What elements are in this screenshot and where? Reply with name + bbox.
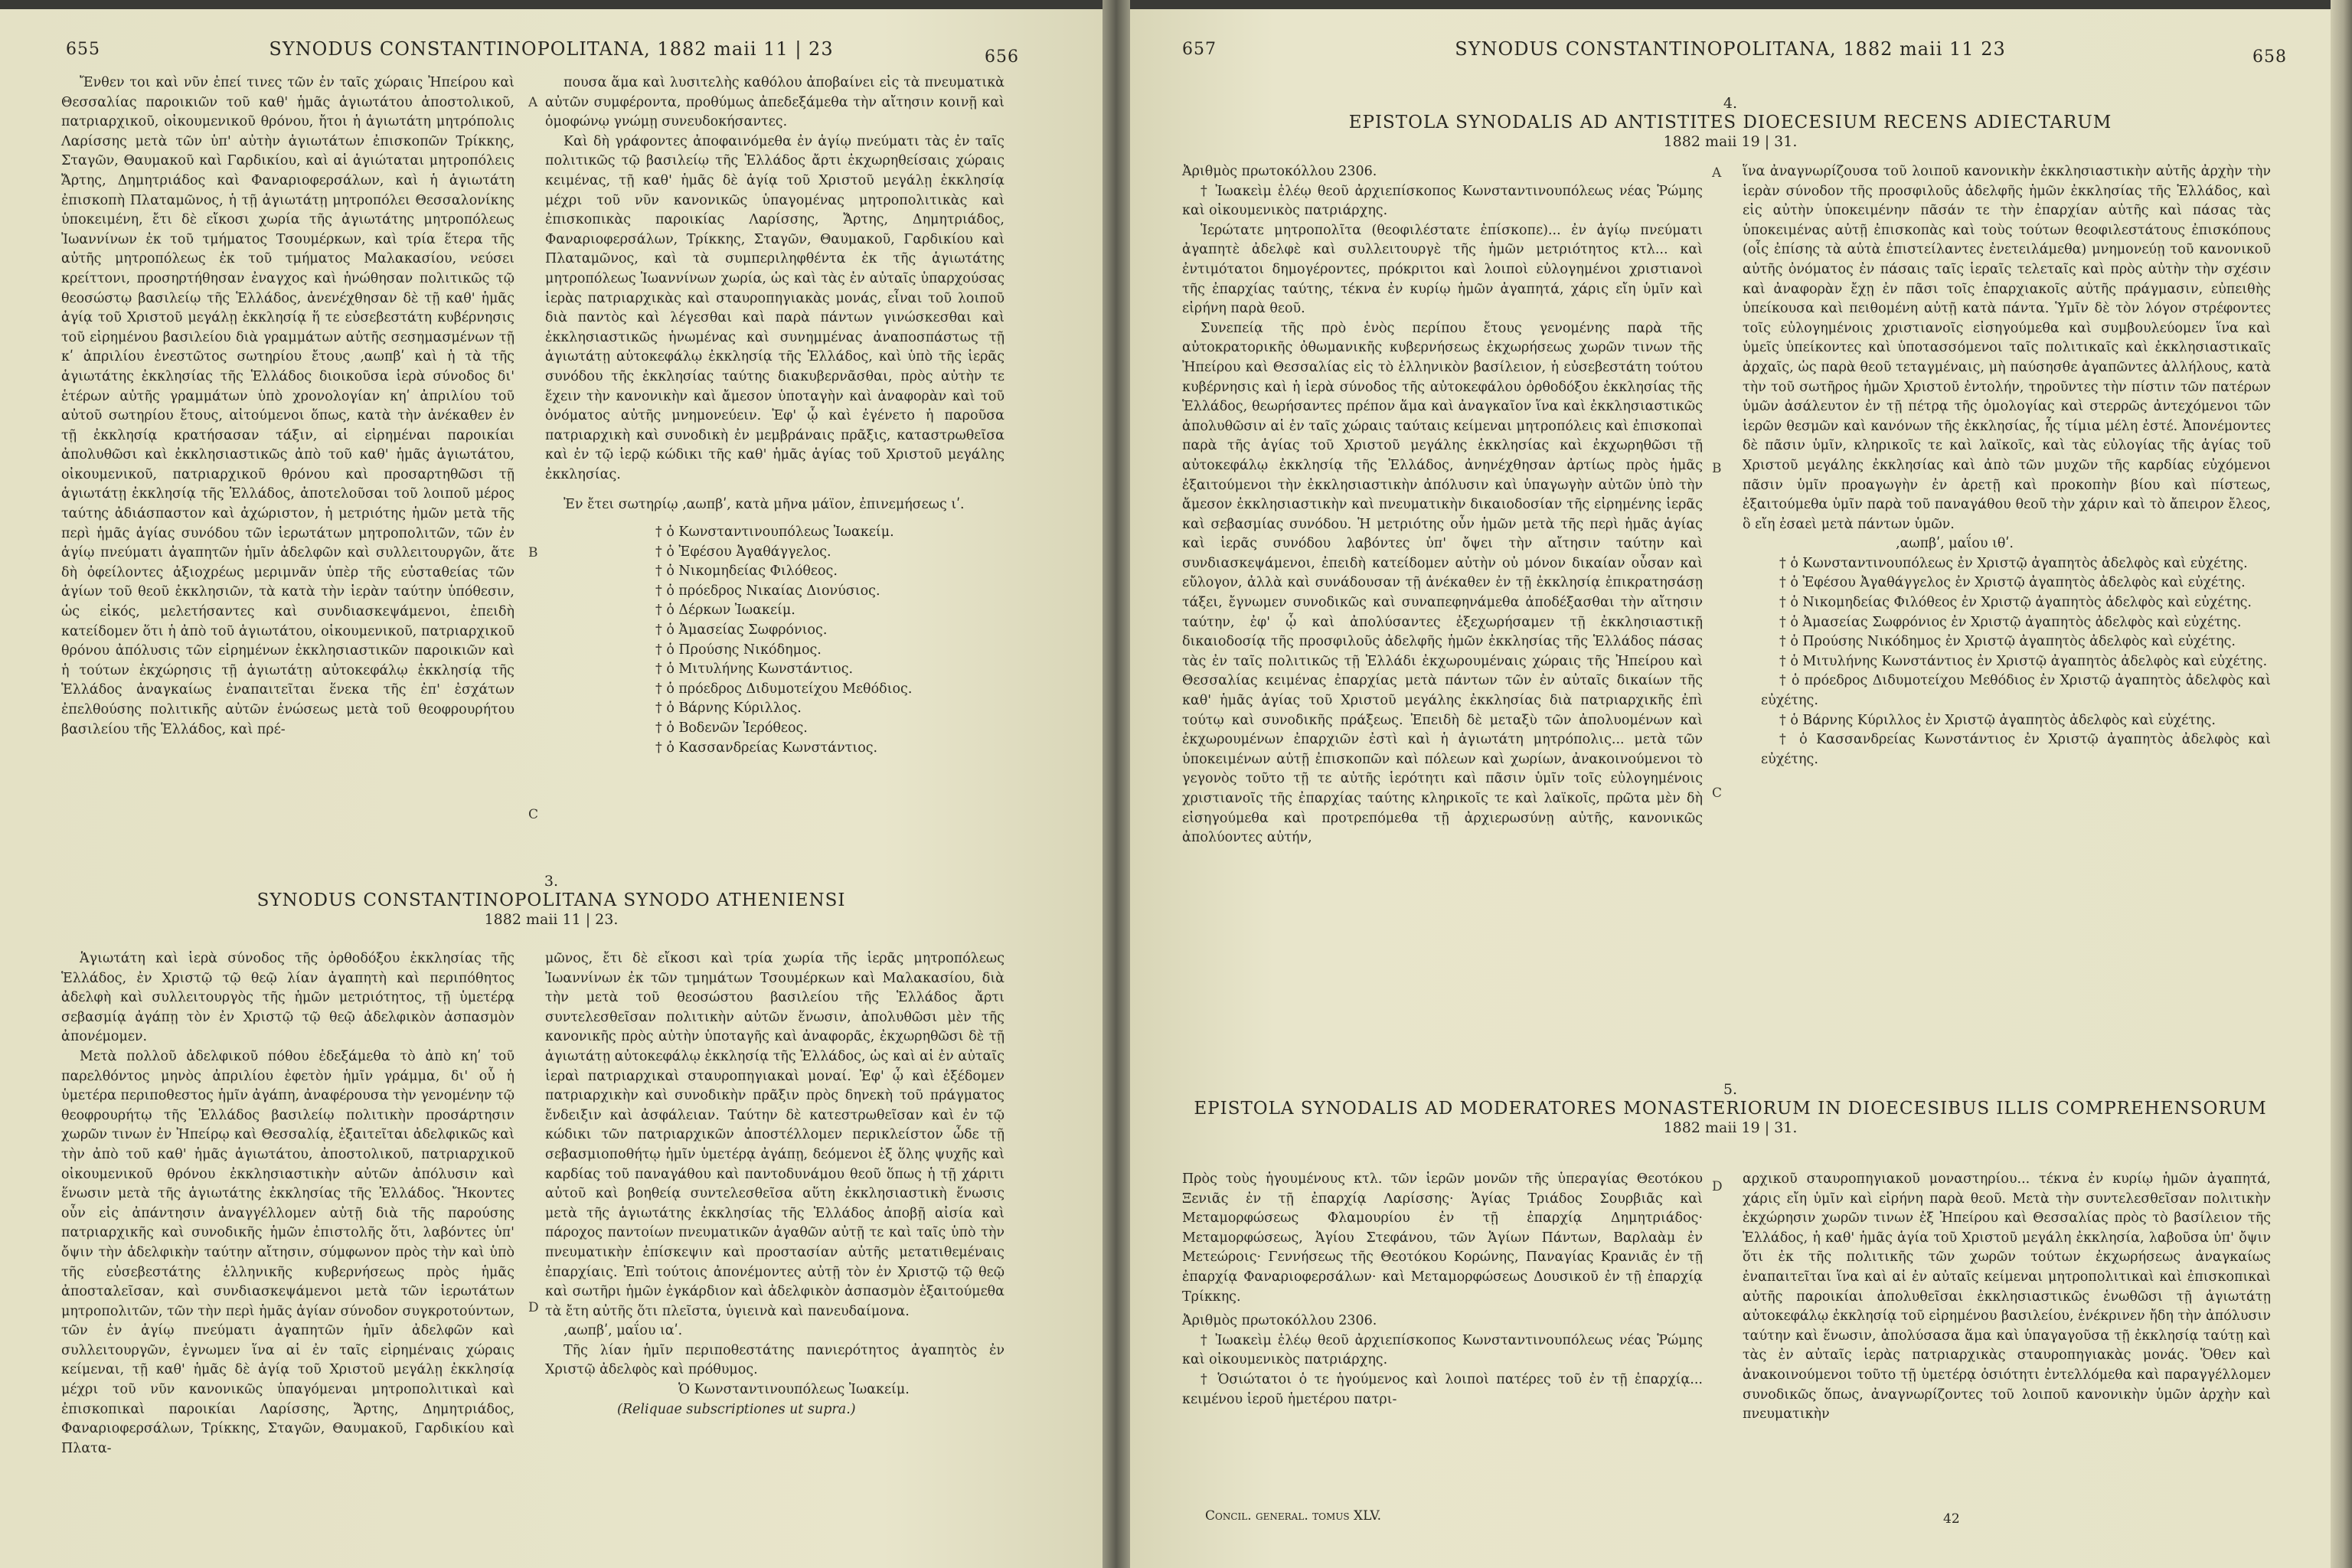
- paragraph: Ἱερώτατε μητροπολῖτα (θεοφιλέστατε ἐπίσκοπε)... ἐν ἁγίῳ πνεύματι ἀγαπητὲ ἀδελφὲ καὶ συλλειτουργὲ τῆς ἡμῶν μετριότητος κτλ... καὶ ἐντιμότατοι δημογέροντες, πρόκριτοι καὶ λοιποὶ εὐλογημένοι χριστιανοὶ τῆς ἐπαρχίας ταύτης, τέκνα ἐν κυρίῳ ἡμῶν ἀγαπητά, χάρις εἴη ὑμῖν καὶ εἰρήνη παρὰ θεοῦ.: [1182, 222, 1703, 317]
- margin-letter: D: [1712, 1179, 1723, 1194]
- text-column: [545, 949, 1004, 1419]
- text-column: [1182, 162, 1703, 848]
- signature: † ὁ Ἐφέσου Ἀγαθάγγελος ἐν Χριστῷ ἀγαπητὸς ἀδελφὸς καὶ εὐχέτης.: [1779, 575, 2246, 591]
- margin-letter: D: [528, 1300, 539, 1315]
- signature: † ὁ Βάρνης Κύριλλος.: [655, 701, 802, 717]
- signature: † ὁ Βάρνης Κύριλλος ἐν Χριστῷ ἀγαπητὸς ἀδελφὸς καὶ εὐχέτης.: [1779, 712, 2216, 728]
- book-gutter: [1102, 0, 1130, 1568]
- running-head-right: [1130, 38, 2331, 69]
- section-number: 4.: [1723, 95, 1738, 112]
- signature-mark: 42: [1943, 1511, 1960, 1527]
- margin-letter: B: [1712, 461, 1722, 476]
- text-column: [1743, 1170, 2271, 1425]
- margin-letter: B: [528, 545, 538, 560]
- paragraph: αρχικοῦ σταυροπηγιακοῦ μοναστηρίου... τέκνα ἐν κυρίῳ ἡμῶν ἀγαπητά, χάρις εἴη ὑμῖν καὶ εἰρήνη παρὰ θεοῦ. Μετὰ τὴν συντελεσθεῖσαν πολιτικὴν ἐκχώρησιν χωρῶν τινων ἐξ Ἠπείρου καὶ Θεσσαλίας πρὸς τὸ βασίλειον τῆς Ἑλλάδος, ἡ καθ' ἡμᾶς ἁγία τοῦ Χριστοῦ μεγάλη ἐκκλησία, λαβοῦσα ὑπ' ὄψιν ὅτι ἐκ τῆς πολιτικῆς τῶν χωρῶν τούτων ἐκχωρήσεως ἀναγκαίως ἐναπαιτεῖται ἵνα καὶ αἱ ἐν αὐταῖς κείμεναι μητροπολιτικαὶ καὶ ἐπισκοπικαὶ αὐτῆς παροικίαι ἀπολυθεῖσαι ἐκκλησιαστικῶς ἑνωθῶσι τῇ ἁγιωτάτῃ αὐτοκεφάλῳ ἐκκλησίᾳ τοῦ εἰρημένου βασιλείου, ἐνέκρινεν ἤδη τὴν ἀπόλυσιν ταύτην καὶ ἕνωσιν, ἀπολύσασα ἅμα καὶ ὑπαγαγοῦσα τῇ ἐκκλησίᾳ ταύτῃ καὶ τὰς ἐν αὐταῖς ἱερὰς πατριαρχικὰς σταυροπηγιακὰς μονάς. Ὅθεν καὶ ἀνακοινούμενοι τοῦτο τῇ ὑμετέρᾳ ὁσιότητι ἐντελλόμεθα καὶ παραγγέλλομεν συνοδικῶς ὅπως, ἀναγνωρίζοντες τοῦ λοιποῦ κανονικὴν ὑμῶν ἀρχὴν καὶ πνευματικὴν: [1743, 1171, 2271, 1423]
- left-page: [0, 9, 1102, 1568]
- paragraph: μῶνος, ἔτι δὲ εἴκοσι καὶ τρία χωρία τῆς ἱερᾶς μητροπόλεως Ἰωαννίνων ἐκ τῶν τμημάτων Τσουμέρκων καὶ Μαλακασίου, διὰ τὴν μετὰ τοῦ θεοσώστου βασιλείου τῆς Ἑλλάδος ἄρτι συντελεσθεῖσαν πολιτικὴν αὐτῶν ἕνωσιν, ἀπολυθῶσι μὲν τῆς κανονικῆς πρὸς αὐτὴν ὑποταγῆς καὶ ἀναφορᾶς, ἐκχωρηθῶσι δὲ τῇ ἁγιωτάτῃ αὐτοκεφάλῳ ἐκκλησίᾳ τῆς Ἑλλάδος, ὡς καὶ αἱ ἐν αὐταῖς ἱεραὶ πατριαρχικαὶ σταυροπηγιακαὶ μοναί. Ἐφ' ᾧ καὶ ἐξέδομεν πατριαρχικὴν καὶ συνοδικὴν πρᾶξιν πρὸς δηνεκὴ τοῦ πράγματος ἔνδειξιν καὶ ἀσφάλειαν. Ταύτην δὲ κατεστρωθεῖσαν καὶ ἐν τῷ κώδικι τῶν πατριαρχικῶν ἀποστέλλομεν περικλείστον ὧδε τῇ σεβασμιοποθήτῳ ἡμῖν ὑμετέρᾳ ἀγάπῃ, δεόμενοι ἐξ ὅλης ψυχῆς καὶ καρδίας τοῦ παναγάθου καὶ παντοδυνάμου θεοῦ ὅπως ἡ τῇ χάριτι αὐτοῦ καὶ βοηθείᾳ συντελεσθεῖσα αὕτη ἐκκλησιαστικὴ ἕνωσις μετὰ τῆς ἁγιωτάτης ἐκκλησίας τῆς Ἑλλάδος ἀποβῇ αἰσία καὶ πάροχος παντοίων πνευματικῶν ἀγαθῶν αὐτῇ τε καὶ ταῖς ὑπὸ τὴν πνευματικὴν ἐπίσκεψιν καὶ προστασίαν αὐτῆς μετατιθεμέναις ἐπαρχίαις. Ἐπὶ τούτοις ἀπονέμοντες αὐτῇ τὸν ἐν Χριστῷ τῷ θεῷ καὶ σωτῆρι ἡμῶν ἐγκάρδιον καὶ ἀδελφικὸν ἀσπασμὸν ἐξαιτούμεθα τὰ ἔτη αὐτῆς ὅτι πλεῖστα, ὑγιεινὰ καὶ πανευδαίμονα.: [545, 951, 1004, 1319]
- paragraph: Πρὸς τοὺς ἡγουμένους κτλ. τῶν ἱερῶν μονῶν τῆς ὑπεραγίας Θεοτόκου Ξενιᾶς ἐν τῇ ἐπαρχίᾳ Λαρίσσης· Ἁγίας Τριάδος Σουρβιᾶς καὶ Μεταμορφώσεως Φλαμουρίου ἐν τῇ ἐπαρχίᾳ Δημητριάδος· Μεταμορφώσεως, Ἁγίου Στεφάνου, τῶν Ἁγίων Πάντων, Βαρλαὰμ ἐν Μετεώροις· Γεννήσεως τῆς Θεοτόκου Κορώνης, Παναγίας Κρανιᾶς ἐν τῇ ἐπαρχίᾳ Φαναριοφερσάλων· καὶ Μεταμορφώσεως Δουσικοῦ ἐν τῇ ἐπαρχίᾳ Τρίκκης.: [1182, 1171, 1703, 1305]
- running-title: SYNODUS CONSTANTINOPOLITANA, 1882 maii 11 23: [1455, 38, 2006, 60]
- paragraph: † Ἰωακεὶμ ἐλέῳ θεοῦ ἀρχιεπίσκοπος Κωνσταντινουπόλεως νέας Ῥώμης καὶ οἰκουμενικὸς πατριάρχης.: [1182, 183, 1703, 219]
- section-heading: [1176, 1081, 2285, 1136]
- signature: † ὁ Κασσανδρείας Κωνστάντιος.: [655, 740, 878, 756]
- section-title: EPISTOLA SYNODALIS AD ANTISTITES DIOECESIUM RECENS ADIECTARUM: [1348, 113, 2112, 132]
- text-column: [545, 74, 1004, 758]
- paragraph: ‚αωπβʹ, μαΐου ιαʹ.: [564, 1323, 683, 1339]
- margin-letter: C: [1712, 786, 1723, 801]
- footer-note: Concil. general. tomus XLV.: [1205, 1508, 1382, 1524]
- page-number: 657: [1182, 40, 1217, 59]
- section-title: EPISTOLA SYNODALIS AD MODERATORES MONASTERIORUM IN DIOECESIBUS ILLIS COMPREHENSORUM: [1194, 1099, 2267, 1119]
- signature-list: [545, 523, 1004, 758]
- margin-letter: A: [528, 95, 538, 110]
- signature: † ὁ Κασσανδρείας Κωνστάντιος ἐν Χριστῷ ἀγαπητὸς ἀδελφὸς καὶ εὐχέτης.: [1761, 732, 2271, 767]
- signature: † ὁ πρόεδρος Νικαίας Διονύσιος.: [655, 583, 880, 599]
- text-column: [61, 949, 514, 1459]
- signature: † ὁ Κωνσταντινουπόλεως Ἰωακείμ.: [655, 524, 894, 541]
- signature: † ὁ Μιτυλήνης Κωνστάντιος ἐν Χριστῷ ἀγαπητὸς ἀδελφὸς καὶ εὐχέτης.: [1779, 653, 2268, 669]
- running-head-left: [0, 38, 1102, 69]
- note: (Reliquae subscriptiones ut supra.): [617, 1401, 856, 1417]
- paragraph: Καὶ δὴ γράφοντες ἀποφαινόμεθα ἐν ἁγίῳ πνεύματι τὰς ἐν ταῖς πολιτικῶς τῷ βασιλείῳ τῆς Ἑλλάδος ἄρτι ἐκχωρηθείσαις χώραις κειμένας, τῇ καθ' ἡμᾶς δὲ ἁγίᾳ τοῦ Χριστοῦ μεγάλῃ ἐκκλησίᾳ μέχρι τοῦ νῦν κανονικῶς ὑπαγομένας μητροπολιτικὰς καὶ ἐπισκοπικὰς παροικίας Λαρίσσης, Ἄρτης, Δημητριάδος, Φαναριοφερσάλων, Τρίκκης, Σταγῶν, Θαυμακοῦ, Γαρδικίου καὶ Πλαταμῶνος, καὶ τὰ συμπεριληφθέντα ἐκ τῆς ἁγιωτάτης μητροπόλεως Ἰωαννίνων χωρία, ὡς καὶ τὰς ἐν αὐταῖς ὑπαρχούσας ἱερὰς πατριαρχικὰς καὶ σταυροπηγιακὰς μονάς, εἶναι τοῦ λοιποῦ διὰ παντὸς καὶ λέγεσθαι καὶ παρὰ πάντων γινώσκεσθαι καὶ ἐκκλησιαστικῶς ἡνωμένας καὶ συνημμένας ἀναποσπάστως τῇ ἁγιωτάτῃ αὐτοκεφάλῳ ἐκκλησίᾳ τῆς Ἑλλάδος, καὶ ὑπὸ τῆς ἱερᾶς συνόδου τῆς ἐκκλησίας ταύτης διακυβερνᾶσθαι, πρὸς αὐτὴν τε ἔχειν τὴν κανονικὴν καὶ ἄμεσον ὑποταγὴν καὶ ἀναφορὰν καὶ τοῦ ὀνόματος αὐτῆς μνημονεύειν. Ἐφ' ᾧ καὶ ἐγένετο ἡ παροῦσα πατριαρχικὴ καὶ συνοδικὴ ἐν μεμβράναις πρᾶξις, καταστρωθεῖσα καὶ ἐν τῷ ἱερῷ κώδικι τῆς καθ' ἡμᾶς ἁγίας τοῦ Χριστοῦ μεγάλης ἐκκλησίας.: [545, 133, 1004, 482]
- paragraph: ἵνα ἀναγνωρίζουσα τοῦ λοιποῦ κανονικὴν ἐκκλησιαστικὴν αὐτῆς ἀρχὴν τὴν ἱερὰν σύνοδον τῆς προσφιλοῦς ἀδελφῆς ἡμῶν ἐκκλησίας τῆς Ἑλλάδος, καὶ εἰς αὐτὴν ὑποκειμένην πᾶσάν τε τὴν ἐπαρχίαν αὐτῆς καὶ πάσας τὰς ὑποκειμένας αὐτῇ ἐπισκοπὰς καὶ τοὺς τούτων θεοφιλεστάτους ἐπισκόπους (οἷς ἐπίσης τὰ αὐτὰ ἐπιστείλαντες ἐνετειλάμεθα) μνημονεύῃ τοῦ κανονικοῦ αὐτῆς ὀνόματος ἐν πάσαις ταῖς ἱεραῖς τελεταῖς καὶ πρὸς αὐτὴν τὴν σχέσιν καὶ ἀναφορὰν ἔχῃ ἐν πᾶσι τοῖς ἐπαρχιακοῖς αὐτῆς πράγμασιν, εὐπειθὴς ὑπείκουσα καὶ πειθομένη αὐτῇ κατὰ πάντα. Ὑμῖν δὲ τὸν λόγον στρέφοντες τοῖς εὐλογημένοις χριστιανοῖς εἰσηγούμεθα καὶ συμβουλεύομεν ἵνα καὶ ὑμεῖς ὑπείκοντες καὶ ὑποτασσόμενοι ταῖς πολιτικαῖς καὶ ἐκκλησιαστικαῖς ἀρχαῖς, ὡς παρὰ θεοῦ τεταγμέναις, μὴ παύσησθε ἀγαπῶντες ἀλλήλους, κατὰ τὴν τοῦ σωτῆρος ἡμῶν Χριστοῦ ἐντολήν, τηροῦντες τὴν πίστιν τῶν πατέρων ὑμῶν ἀσάλευτον ἐν τῇ πέτρᾳ τῆς ὁμολογίας καὶ στερρῶς ἀντεχόμενοι τῶν ἱερῶν θεσμῶν καὶ κανόνων τῆς ἐκκλησίας, ἧς τίμια μέλη ἐστέ. Ἀπονέμοντες δὲ πᾶσιν ὑμῖν, κληρικοῖς τε καὶ λαϊκοῖς, καὶ τὰς εὐλογίας τῆς ἁγίας τοῦ Χριστοῦ μεγάλης ἐκκλησίας καὶ ἀπὸ τῶν μυχῶν τῆς καρδίας εὐχόμενοι πᾶσιν ὑμῖν προαγωγὴν ἐν ἀρετῇ καὶ προκοπὴν βίου καὶ πίστεως, ἐξαιτούμεθα ὑμῖν παρὰ τοῦ παναγάθου θεοῦ τὴν χάριν καὶ τὸ ἄπειρον ἔλεος, ὃ εἴη ἐσαεὶ μετὰ πάντων ὑμῶν.: [1743, 164, 2271, 532]
- paragraph: Ἀριθμὸς πρωτοκόλλου 2306.: [1182, 164, 1377, 179]
- page-number: 656: [985, 47, 1019, 67]
- signature: † ὁ Ἀμασείας Σωφρόνιος ἐν Χριστῷ ἀγαπητὸς ἀδελφὸς καὶ εὐχέτης.: [1779, 614, 2242, 630]
- paragraph: ‚αωπβʹ, μαΐου ιθʹ.: [1896, 536, 2014, 552]
- signature: † ὁ Νικομηδείας Φιλόθεος ἐν Χριστῷ ἀγαπητὸς ἀδελφὸς καὶ εὐχέτης.: [1779, 595, 2252, 611]
- signature: † ὁ πρόεδρος Διδυμοτείχου Μεθόδιος.: [655, 681, 913, 697]
- paragraph: † Ὁσιώτατοι ὁ τε ἡγούμενος καὶ λοιποὶ πατέρες τοῦ ἐν τῇ ἐπαρχίᾳ... κειμένου ἱεροῦ ἡμετέρου πατρι-: [1182, 1371, 1703, 1407]
- paragraph: Ἀριθμὸς πρωτοκόλλου 2306.: [1182, 1313, 1377, 1329]
- section-date: 1882 maii 19 | 31.: [1663, 1119, 1798, 1136]
- signature: † ὁ Μιτυλήνης Κωνστάντιος.: [655, 662, 854, 678]
- section-heading: [1191, 95, 2269, 150]
- section-number: 5.: [1723, 1081, 1738, 1098]
- signature: † ὁ Δέρκων Ἰωακείμ.: [655, 603, 795, 619]
- signature: † ὁ Ἀμασείας Σωφρόνιος.: [655, 622, 828, 639]
- paragraph: πουσα ἅμα καὶ λυσιτελὴς καθόλου ἀποβαίνει εἰς τὰ πνευματικὰ αὐτῶν συμφέροντα, προθύμως ἀπεδεξάμεθα τὴν αἴτησιν κοινῇ καὶ ὁμοφώνῳ γνώμῃ συνευδοκήσαντες.: [545, 75, 1004, 130]
- section-number: 3.: [544, 873, 559, 890]
- page-number: 655: [66, 40, 100, 59]
- section-date: 1882 maii 19 | 31.: [1663, 133, 1798, 150]
- signature: † ὁ πρόεδρος Διδυμοτείχου Μεθόδιος ἐν Χριστῷ ἀγαπητὸς ἀδελφὸς καὶ εὐχέτης.: [1761, 673, 2271, 709]
- margin-letter: C: [528, 807, 539, 822]
- margin-letter: A: [1712, 165, 1722, 181]
- paragraph: Συνεπείᾳ τῆς πρὸ ἑνὸς περίπου ἔτους γενομένης παρὰ τῆς αὐτοκρατορικῆς ὀθωμανικῆς κυβερνήσεως ἐκχωρήσεως χωρῶν τινων τῆς Ἠπείρου καὶ Θεσσαλίας εἰς τὸ ἑλληνικὸν βασίλειον, ἡ εὐσεβεστάτη τούτου κυβέρνησις καὶ ἡ ἱερὰ σύνοδος τῆς αὐτοκεφάλου ὀρθοδόξου ἐκκλησίας τῆς Ἑλλάδος, θεωρήσαντες πρέπον ἅμα καὶ ἀναγκαῖον ἵνα καὶ ἐκκλησιαστικῶς ἀπολυθῶσιν αἱ ἐν ταῖς χώραις ταύταις κείμεναι μητροπόλεις καὶ ἐπισκοπαὶ παρὰ τῆς ἁγίας τοῦ Χριστοῦ μεγάλης ἐκκλησίας καὶ ἐκχωρηθῶσι τῇ αὐτοκεφάλῳ ἐκκλησίᾳ τῆς Ἑλλάδος, ἀνηνέχθησαν ἀρτίως πρὸς ἡμᾶς ἐξαιτούμενοι τὴν ἐκκλησιαστικὴν ἀπόλυσιν καὶ ὑπαγωγὴν αὐτῶν ὑπὸ τὴν ἄμεσον ἐκκλησιαστικὴν καὶ πνευματικὴν δικαιοδοσίαν τῆς εἰρημένης ἱερᾶς καὶ σεβασμίας συνόδου. Ἡ μετριότης οὖν ἡμῶν μετὰ τῆς περὶ ἡμᾶς ἁγίας καὶ ἱερᾶς συνόδου λαβόντες ὑπ' ὄψει τὴν αἴτησιν ταύτην καὶ συνδιασκεψάμενοι, ἐπειδὴ κατείδομεν αὐτὴν οὐ μόνον δικαίαν οὖσαν καὶ εὔλογον, ἀλλὰ καὶ συνάδουσαν τῇ ἀνέκαθεν ἐν τῇ ἐκκλησίᾳ ἐπικρατησάσῃ τάξει, ἔγνωμεν συνοδικῶς καὶ συναπεφηνάμεθα ἀποδέξασθαι τὴν αἴτησιν ταύτην, ἐφ' ᾧ καὶ ἀπολύσαντες ἐξεχωρήσαμεν τῇ ἐκκλησιαστικῇ δικαιοδοσίᾳ τῆς προσφιλοῦς ἀδελφῆς ἡμῶν ἐκκλησίας τῆς Ἑλλάδος πάσας τὰς ἐν ταῖς πολιτικῶς τῇ Ἑλλάδι ἐκχωρουμέναις χώραις τῆς Ἠπείρου καὶ Θεσσαλίας κειμένας ἐπαρχίας μετὰ πάντων τῶν ἐν αὐταῖς δικαίων τῆς καθ' ἡμᾶς ἁγίας τοῦ Χριστοῦ μεγάλης ἐκκλησίας διὰ πατριαρχικῆς ἐπὶ τούτῳ καὶ συνοδικῆς πράξεως. Ἐπειδὴ δὲ μεταξὺ τῶν ἀπολυομένων καὶ ἐκχωρουμένων ἐπαρχιῶν ἐστὶ καὶ ἡ ἁγιωτάτη μητρόπολις... μετὰ τῶν ὑποκειμένων αὐτῇ ἐπισκοπῶν καὶ πόλεων καὶ χωρίων, ἀνακοινούμενοι τὸ γεγονὸς τοῦτο τῇ τε αὐτῆς ἱερότητι καὶ πᾶσιν ὑμῖν τοῖς εὐλογημένοις χριστιανοῖς τῆς ἐπαρχίας ταύτης κληρικοῖς τε καὶ λαϊκοῖς, πρῶτα μὲν δὴ εἰσηγούμεθα καὶ προτρεπόμεθα τῇ ἀρχιερωσύνῃ αὐτῆς, κανονικῶς ἀπολύοντες αὐτήν,: [1182, 320, 1703, 846]
- paragraph: Ἁγιωτάτη καὶ ἱερὰ σύνοδος τῆς ὀρθοδόξου ἐκκλησίας τῆς Ἑλλάδος, ἐν Χριστῷ τῷ θεῷ λίαν ἀγαπητὴ καὶ περιπόθητος ἀδελφὴ καὶ συλλειτουργὸς τῆς ἡμῶν μετριότητος, τῇ ὑμετέρᾳ σεβασμίᾳ ἀγάπῃ τὸν ἐν Χριστῷ τῷ θεῷ ἀδελφικὸν ἀσπασμὸν ἀπονέμομεν.: [61, 951, 514, 1045]
- signature: † ὁ Προύσης Νικόδημος.: [655, 642, 822, 658]
- right-page: [1130, 9, 2331, 1568]
- page-edge: [2331, 0, 2352, 1568]
- page-number: 658: [2252, 47, 2287, 67]
- signature: † ὁ Ἐφέσου Ἀγαθάγγελος.: [655, 544, 831, 560]
- signature: † ὁ Βοδενῶν Ἱερόθεος.: [655, 720, 808, 736]
- signature: † ὁ Προύσης Νικόδημος ἐν Χριστῷ ἀγαπητὸς ἀδελφὸς καὶ εὐχέτης.: [1779, 634, 2236, 650]
- running-title: SYNODUS CONSTANTINOPOLITANA, 1882 maii 11 | 23: [269, 38, 834, 60]
- paragraph: Μετὰ πολλοῦ ἀδελφικοῦ πόθου ἐδεξάμεθα τὸ ἀπὸ κηʹ τοῦ παρελθόντος μηνὸς ἀπριλίου ἐφετὸν ἡμῖν γράμμα, δι' οὗ ἡ ὑμετέρα περιποθεστος ἡμῖν ἀγάπη, ἀναφέρουσα τὴν γενομένην τῷ θεοφρουρήτῳ τῆς Ἑλλάδος βασιλείῳ πολιτικὴν προσάρτησιν χωρῶν τινων ἐν Ἠπείρῳ καὶ Θεσσαλίᾳ, ἐξαιτεῖται ἀδελφικῶς καὶ τὴν ἀπὸ τοῦ καθ' ἡμᾶς ἁγιωτάτου, ἀποστολικοῦ, πατριαρχικοῦ οἰκουμενικοῦ θρόνου ἐκκλησιαστικὴν αὐτῶν ἀπόλυσιν καὶ ἕνωσιν μετὰ τῆς ἁγιωτάτης ἐκκλησίας τῆς Ἑλλάδος. Ἤκοντες οὖν εἰς ἀπάντησιν ἀναγγέλλομεν αὐτῇ διὰ τῆς παρούσης πατριαρχικῆς καὶ συνοδικῆς ἡμῶν ἐπιστολῆς ὅτι, λαβόντες ὑπ' ὄψιν τὴν ἀδελφικὴν ταύτην αἴτησιν, σύμφωνον πρὸς τὴν καὶ ὑπὸ τῆς εὐσεβεστάτης ἑλληνικῆς κυβερνήσεως πρὸς ἡμᾶς ἀποσταλεῖσαν, καὶ συνδιασκεψάμενοι μετὰ τῶν ἱερωτάτων μητροπολιτῶν, τῶν τὴν περὶ ἡμᾶς ἁγίαν σύνοδον συγκροτούντων, τῶν ἐν ἁγίῳ πνεύματι ἀγαπητῶν ἡμῖν ἀδελφῶν καὶ συλλειτουργῶν, ἐγνωμεν ἵνα αἱ ἐν ταῖς εἰρημέναις χώραις κείμεναι, τῇ καθ' ἡμᾶς δὲ ἁγίᾳ τοῦ Χριστοῦ μεγάλῃ ἐκκλησίᾳ μέχρι τοῦ νῦν κανονικῶς ὑπαγόμεναι μητροπολιτικαὶ καὶ ἐπισκοπικαὶ παροικίαι Λαρίσσης, Ἄρτης, Δημητριάδος, Φαναριοφερσάλων, Τρίκκης, Σταγῶν, Θαυμακοῦ, Γαρδικίου καὶ Πλατα-: [61, 1048, 514, 1456]
- text-column: [61, 74, 514, 740]
- text-column: [1743, 162, 2271, 769]
- paragraph: Ἔνθεν τοι καὶ νῦν ἐπεί τινες τῶν ἐν ταῖς χώραις Ἠπείρου καὶ Θεσσαλίας παροικιῶν τοῦ καθ' ἡμᾶς ἁγιωτάτου ἀποστολικοῦ, πατριαρχικοῦ, οἰκουμενικοῦ θρόνου, ἤτοι ἡ ἁγιωτάτη μητρόπολις Λαρίσσης μετὰ τῶν ὑπ' αὐτὴν ἁγιωτάτων ἐπισκοπῶν Τρίκκης, Σταγῶν, Θαυμακοῦ καὶ Γαρδικίου, καὶ αἱ ἁγιώταται μητροπόλεις Ἄρτης, Δημητριάδος καὶ Φαναριοφερσάλων, καὶ ἡ ἁγιωτάτη ἐπισκοπὴ Πλαταμῶνος, ἡ τῇ ἁγιωτάτῃ μητροπόλει Θεσσαλονίκης ὑποκειμένη, ἔτι δὲ εἴκοσι χωρία τῆς ἁγιωτάτης μητροπόλεως Ἰωαννίνων ἐκ τοῦ τμήματος Τσουμέρκων, καὶ τρία ἕτερα τῆς αὐτῆς μητροπόλεως ἐκ τοῦ τμήματος Μαλακασίου, νεύσει κρείττονι, προσηρτήθησαν ἐναγχος καὶ ἡνώθησαν πολιτικῶς τῷ θεοσώστῳ βασιλείῳ τῆς Ἑλλάδος, ἀνενέχθησαν δὲ τῇ καθ' ἡμᾶς ἁγίᾳ τοῦ Χριστοῦ μεγάλῃ ἐκκλησίᾳ ἥ τε εὐσεβεστάτη κυβέρνησις τοῦ εἰρημένου βασιλείου διὰ γραμμάτων αὐτῆς σεσημασμένων τῇ κʹ ἀπριλίου ἐνεστῶτος σωτηρίου ἔτους ‚αωπβʹ καὶ ἡ τὰ τῆς ἁγιωτάτης ἐκκλησίας τῆς Ἑλλάδος διοικοῦσα ἱερὰ σύνοδος δι' ἑτέρων αὐτῆς γραμμάτων ὑπὸ χρονολογίαν κηʹ ἀπριλίου τοῦ αὐτοῦ σωτηρίου ἔτους, αἰτούμενοι ὅπως, κατὰ τὴν ἀνέκαθεν ἐν τῇ ἐκκλησίᾳ κρατήσασαν τάξιν, αἱ εἰρημέναι παροικίαι ἀπολυθῶσι καὶ ἐκκλησιαστικῶς ἀπὸ τοῦ καθ' ἡμᾶς ἁγιωτάτου, οἰκουμενικοῦ, πατριαρχικοῦ θρόνου καὶ προσαρτηθῶσι τῇ ἁγιωτάτῃ ἐκκλησίᾳ τῆς Ἑλλάδος, ἀποτελοῦσαι τοῦ λοιποῦ μέρος ταύτης ἀδιάσπαστον καὶ ἀχώριστον, ἡ μετριότης ἡμῶν μετὰ τῆς περὶ ἡμᾶς ἁγίας συνόδου τῶν ἱερωτάτων μητροπολιτῶν, τῶν ἐν ἁγίῳ πνεύματι ἀγαπητῶν ἡμῖν ἀδελφῶν καὶ συλλειτουργῶν, ἅτε δὴ ὀφείλοντες ἀξιοχρέως μεριμνᾶν ὑπὲρ τῆς εὐσταθείας τῶν ἁγίων τοῦ θεοῦ ἐκκλησιῶν, τὰ κατὰ τὴν ἱερὰν ταύτην ὑπόθεσιν, ὡς εἰκός, μελετήσαντες καὶ συνδιασκεψάμενοι, ἐπειδὴ κατείδομεν ὅτι ἡ ἀπὸ τοῦ ἁγιωτάτου, οἰκουμενικοῦ, πατριαρχικοῦ θρόνου ἀπόλυσις τῶν εἰρημένων ἐκκλησιαστικῶν παροικιῶν καὶ ἡ τούτων ἐκχώρησις τῇ ἁγιωτάτῃ αὐτοκεφάλῳ ἐκκλησίᾳ τῆς Ἑλλάδος ἀναγκαίως ἐναπαιτεῖται ἕνεκα τῆς ἐπ' ἐσχάτων ἐπελθούσης πολιτικῆς αὐτῶν ἑνώσεως μετὰ τοῦ θεοφρουρήτου βασιλείου τῆς Ἑλλάδος, καὶ πρέ-: [61, 75, 514, 737]
- paragraph: Ἐν ἔτει σωτηρίῳ ‚αωπβʹ, κατὰ μῆνα μάϊον, ἐπινεμήσεως ιʹ.: [564, 497, 965, 513]
- paragraph: Τῆς λίαν ἡμῖν περιποθεστάτης πανιερότητος ἀγαπητὸς ἐν Χριστῷ ἀδελφὸς καὶ πρόθυμος.: [545, 1342, 1004, 1378]
- signature: † ὁ Κωνσταντινουπόλεως ἐν Χριστῷ ἀγαπητὸς ἀδελφὸς καὶ εὐχέτης.: [1779, 555, 2248, 571]
- paragraph: † Ἰωακεὶμ ἐλέῳ θεοῦ ἀρχιεπίσκοπος Κωνσταντινουπόλεως νέας Ῥώμης καὶ οἰκουμενικὸς πατριάρχης.: [1182, 1332, 1703, 1368]
- text-column: [1182, 1170, 1703, 1410]
- signature: Ὁ Κωνσταντινουπόλεως Ἰωακείμ.: [678, 1382, 910, 1398]
- section-title: SYNODUS CONSTANTINOPOLITANA SYNODO ATHENIENSI: [256, 890, 846, 910]
- signature: † ὁ Νικομηδείας Φιλόθεος.: [655, 564, 838, 580]
- section-heading: [138, 873, 965, 928]
- section-date: 1882 maii 11 | 23.: [484, 911, 619, 928]
